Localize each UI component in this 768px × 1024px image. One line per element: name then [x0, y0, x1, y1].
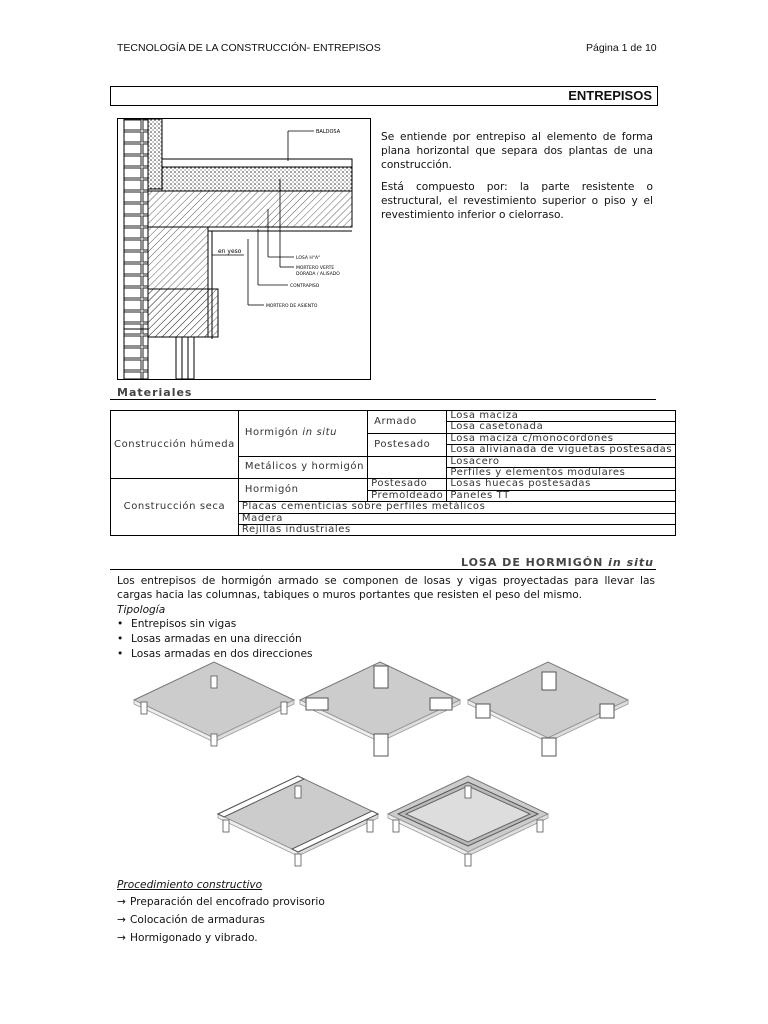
list-item: • Entrepisos sin vigas — [117, 617, 313, 632]
label-losa: LOSA H°A° — [296, 256, 321, 261]
list-item: • Losas armadas en dos direcciones — [117, 647, 313, 662]
intro-paragraph-1: Se entiende por entrepiso al elemento de forma plana horizontal que separa dos plantas de una construcción. — [381, 131, 653, 172]
label-yeso: en yeso — [218, 248, 242, 255]
intro-text — [381, 130, 653, 229]
cell-premoldeado: Premoldeado — [368, 490, 447, 501]
materials-table — [110, 410, 676, 536]
cell-losa-alivianada: Losa alivianada de viguetas postesadas — [447, 445, 676, 456]
cell-metalicos-hormigon: Metálicos y hormigón — [238, 456, 367, 479]
slab-con-vigas-1 — [218, 776, 378, 866]
arrow-right-icon: → — [117, 932, 126, 944]
arrow-right-icon: → — [117, 914, 126, 926]
cell-rejillas: Rejillas industriales — [238, 525, 675, 536]
losa-paragraph: Los entrepisos de hormigón armado se componen de losas y vigas proyectadas para llevar las cargas hacia las columnas, tabiques o muros portantes que resisten el peso del mismo. — [117, 575, 655, 601]
cell-madera: Madera — [238, 513, 675, 524]
section-drawing-svg — [118, 119, 370, 379]
tipologia-list — [117, 617, 313, 662]
slab-con-vigas-2 — [388, 776, 548, 866]
page-number: Página 1 de 10 — [586, 42, 657, 54]
intro-paragraph-2: Está compuesto por: la parte resistente o estructural, el revestimiento superior o piso y el revestimiento inferior o cielorraso. — [381, 180, 653, 222]
cell-empty — [368, 456, 447, 479]
page-title: ENTREPISOS — [568, 88, 652, 103]
section-title-box — [110, 86, 658, 106]
cell-losacero: Losacero — [447, 456, 676, 467]
label-mortero: MORTERO VERTE — [296, 266, 335, 271]
cell-losa-casetonada: Losa casetonada — [447, 422, 676, 433]
list-item: → Hormigonado y vibrado. — [117, 929, 325, 947]
entrepiso-detail-drawing — [117, 118, 371, 380]
cell-construccion-humeda: Construcción húmeda — [111, 411, 239, 479]
losa-rule — [110, 569, 656, 570]
slab-una-direccion — [300, 662, 460, 756]
materiales-heading: Materiales — [117, 386, 193, 399]
cell-postesado-2: Postesado — [368, 479, 447, 490]
losa-heading: LOSA DE HORMIGÓN in situ — [460, 556, 654, 569]
label-baldosa: BALDOSA — [316, 129, 341, 135]
cell-construccion-seca: Construcción seca — [111, 479, 239, 536]
cell-losa-monocordones: Losa maciza c/monocordones — [447, 433, 676, 444]
cell-losas-huecas: Losas huecas postesadas — [447, 479, 676, 490]
label-contrapiso: CONTRAPISO — [290, 284, 320, 289]
cell-hormigon-in-situ: Hormigón in situ — [238, 411, 367, 457]
tipologia-label: Tipología — [117, 604, 166, 616]
slab-dos-direcciones — [468, 662, 628, 756]
procedimiento-label: Procedimiento constructivo — [117, 879, 263, 891]
cell-armado: Armado — [368, 411, 447, 434]
list-item: → Preparación del encofrado provisorio — [117, 893, 325, 911]
cell-paneles-tt: Paneles TT — [447, 490, 676, 501]
label-mortero-2: DORADA / ALISADO — [296, 272, 340, 277]
cell-postesado: Postesado — [368, 433, 447, 456]
cell-losa-maciza: Losa maciza — [447, 411, 676, 422]
slab-typology-illustrations — [130, 658, 630, 878]
running-header-title: TECNOLOGÍA DE LA CONSTRUCCIÓN- ENTREPISOS — [117, 42, 381, 54]
cell-hormigon: Hormigón — [238, 479, 367, 502]
procedimiento-list — [117, 893, 325, 947]
cell-perfiles-modulares: Perfiles y elementos modulares — [447, 468, 676, 479]
list-item: • Losas armadas en una dirección — [117, 632, 313, 647]
label-mortero-asiento: MORTERO DE ASIENTO — [266, 304, 318, 309]
materiales-rule — [110, 399, 656, 400]
cell-placas-cementicias: Placas cementicias sobre perfiles metálicos — [238, 502, 675, 513]
slab-sin-vigas — [134, 662, 294, 746]
list-item: → Colocación de armaduras — [117, 911, 325, 929]
arrow-right-icon: → — [117, 896, 126, 908]
